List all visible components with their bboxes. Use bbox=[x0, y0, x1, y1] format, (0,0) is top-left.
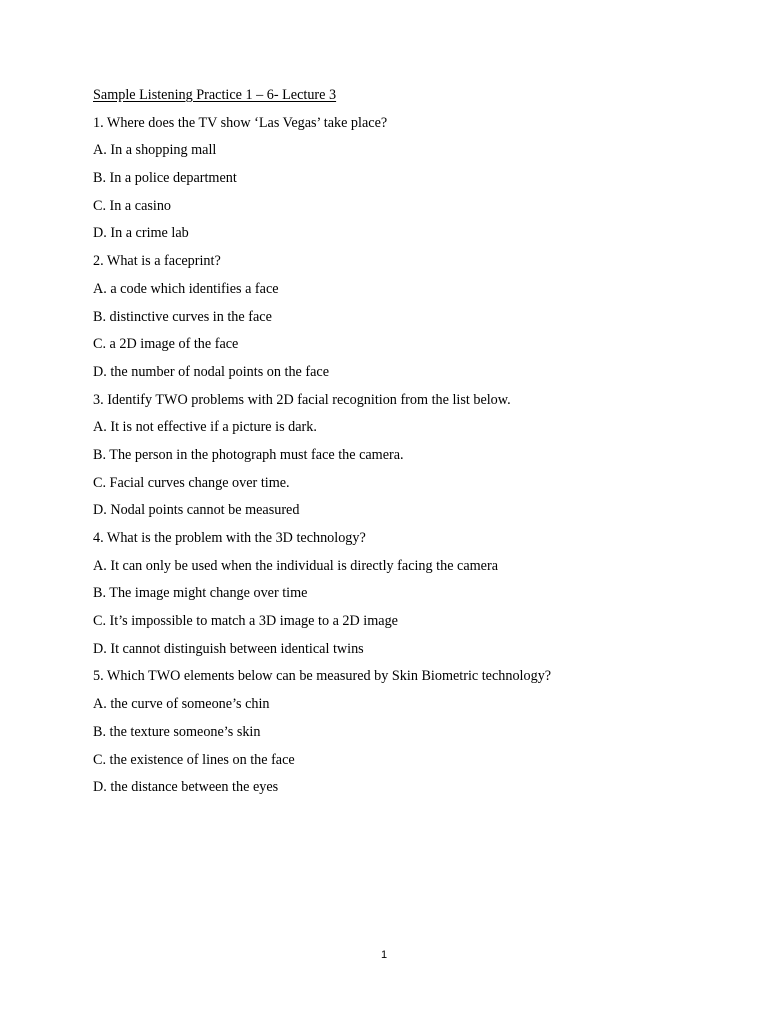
question-1-option-c: C. In a casino bbox=[93, 197, 172, 214]
question-5-option-b: B. the texture someone’s skin bbox=[93, 723, 261, 740]
document-body bbox=[93, 86, 693, 806]
question-3-option-d: D. Nodal points cannot be measured bbox=[93, 502, 300, 519]
question-block-1 bbox=[93, 114, 693, 243]
page-number: 1 bbox=[380, 949, 388, 961]
question-2-option-a: A. a code which identifies a face bbox=[93, 280, 279, 297]
question-5-option-a: A. the curve of someone’s chin bbox=[93, 696, 270, 713]
question-1-text: 1. Where does the TV show ‘Las Vegas’ take place? bbox=[93, 114, 388, 131]
question-4-text: 4. What is the problem with the 3D technology? bbox=[93, 530, 366, 546]
document-title: Sample Listening Practice 1 – 6- Lecture 3 bbox=[93, 87, 337, 103]
question-4-option-a: A. It can only be used when the individual is directly facing the camera bbox=[93, 557, 498, 574]
question-5-option-c: C. the existence of lines on the face bbox=[93, 751, 295, 768]
question-3-option-b: B. The person in the photograph must face the camera. bbox=[93, 446, 404, 463]
question-2-option-d: D. the number of nodal points on the face bbox=[93, 363, 329, 380]
question-block-4 bbox=[93, 529, 693, 658]
question-4-option-c: C. It’s impossible to match a 3D image to a 2D image bbox=[93, 613, 398, 630]
question-block-5 bbox=[93, 667, 693, 796]
question-2-option-c: C. a 2D image of the face bbox=[93, 336, 239, 353]
question-3-option-a: A. It is not effective if a picture is dark. bbox=[93, 419, 317, 436]
question-4-option-d: D. It cannot distinguish between identical twins bbox=[93, 640, 364, 657]
question-3-text: 3. Identify TWO problems with 2D facial recognition from the list below. bbox=[93, 391, 511, 408]
question-2-text: 2. What is a faceprint? bbox=[93, 253, 221, 270]
question-block-3 bbox=[93, 391, 693, 520]
question-4-option-b: B. The image might change over time bbox=[93, 585, 308, 602]
question-2-option-b: B. distinctive curves in the face bbox=[93, 308, 272, 325]
question-block-2 bbox=[93, 252, 693, 381]
question-1-option-a: A. In a shopping mall bbox=[93, 142, 217, 159]
question-1-option-d: D. In a crime lab bbox=[93, 225, 189, 242]
question-1-option-b: B. In a police department bbox=[93, 170, 237, 187]
question-3-option-c: C. Facial curves change over time. bbox=[93, 474, 290, 491]
question-5-text: 5. Which TWO elements below can be measured by Skin Biometric technology? bbox=[93, 668, 552, 685]
question-5-option-d: D. the distance between the eyes bbox=[93, 779, 279, 796]
